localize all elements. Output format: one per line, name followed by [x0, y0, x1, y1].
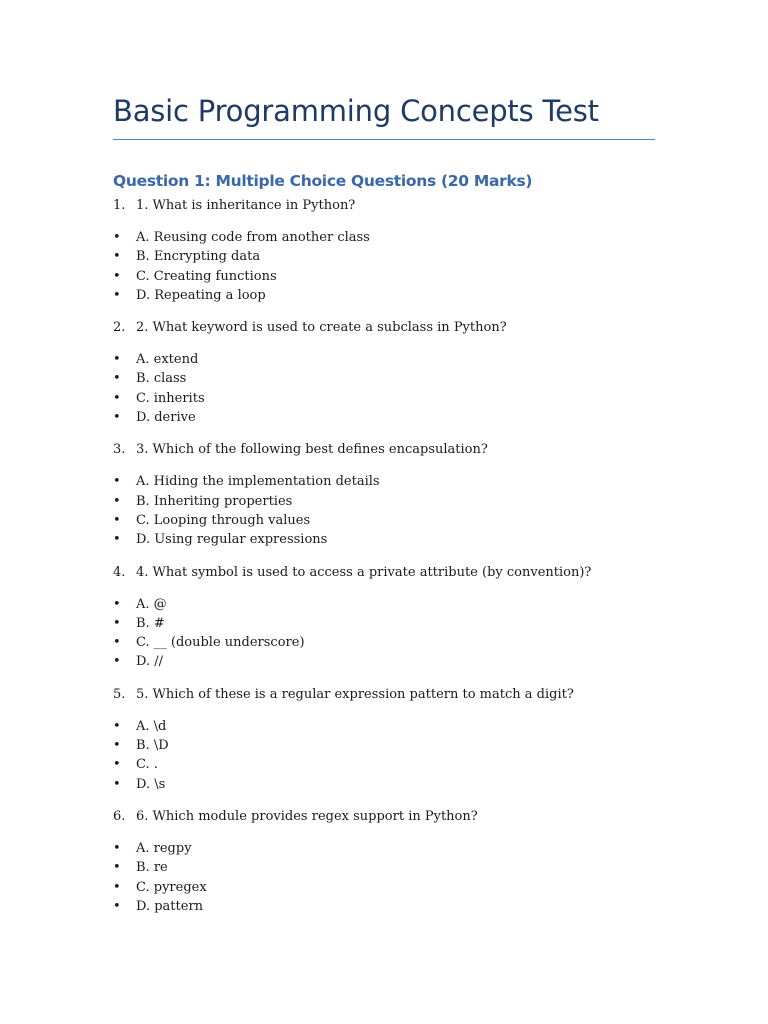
bullet-icon: •: [113, 898, 121, 914]
question-number: 3.: [113, 442, 126, 458]
option-text: C. Looping through values: [136, 512, 311, 528]
option-item: [113, 530, 673, 549]
bullet-icon: •: [113, 654, 121, 670]
option-text: C. Creating functions: [136, 268, 277, 284]
option-item: [113, 472, 673, 491]
option-item: [113, 228, 673, 247]
bullet-icon: •: [113, 860, 121, 876]
option-list: [113, 717, 673, 794]
option-text: A. Reusing code from another class: [136, 230, 370, 245]
bullet-icon: •: [113, 615, 121, 631]
question-line: [113, 318, 673, 337]
bullet-icon: •: [113, 371, 121, 387]
option-text: D. //: [136, 654, 163, 670]
option-item: [113, 775, 673, 794]
option-text: D. Repeating a loop: [136, 287, 266, 303]
option-item: [113, 897, 673, 916]
option-list: [113, 228, 673, 305]
question-line: [113, 440, 673, 459]
question-line: [113, 807, 673, 826]
option-item: [113, 755, 673, 774]
option-text: A. Hiding the implementation details: [136, 474, 380, 490]
option-item: [113, 247, 673, 266]
option-item: [113, 511, 673, 530]
question-number: 5.: [113, 686, 126, 702]
question-text: 4. What symbol is used to access a private attribute (by convention)?: [136, 564, 592, 580]
option-list: [113, 472, 673, 549]
question-line: [113, 685, 673, 704]
option-item: [113, 878, 673, 897]
option-text: B. Encrypting data: [136, 249, 261, 265]
option-item: [113, 858, 673, 877]
option-text: A. extend: [136, 352, 199, 368]
option-text: C. inherits: [136, 390, 205, 406]
bullet-icon: •: [113, 879, 121, 895]
question-text: 6. Which module provides regex support in Python?: [136, 808, 478, 824]
question-item: [113, 563, 673, 672]
bullet-icon: •: [113, 410, 121, 426]
option-text: B. class: [136, 371, 187, 387]
option-text: C. __ (double underscore): [136, 635, 305, 651]
option-item: [113, 717, 673, 736]
option-item: [113, 267, 673, 286]
option-text: A. @: [136, 596, 167, 612]
bullet-icon: •: [113, 738, 121, 754]
question-number: 6.: [113, 808, 126, 824]
option-item: [113, 595, 673, 614]
bullet-icon: •: [113, 635, 121, 651]
option-text: D. Using regular expressions: [136, 532, 328, 548]
option-item: [113, 652, 673, 671]
option-text: B. Inheriting properties: [136, 493, 293, 509]
option-item: [113, 350, 673, 369]
option-text: C. pyregex: [136, 879, 207, 895]
option-item: [113, 408, 673, 427]
bullet-icon: •: [113, 287, 121, 303]
question-number: 4.: [113, 564, 126, 580]
question-number: 2.: [113, 320, 126, 336]
bullet-icon: •: [113, 757, 121, 773]
question-item: [113, 196, 673, 305]
question-text: 5. Which of these is a regular expression pattern to match a digit?: [136, 686, 574, 702]
option-item: [113, 369, 673, 388]
bullet-icon: •: [113, 840, 121, 856]
option-item: [113, 286, 673, 305]
option-item: [113, 614, 673, 633]
question-text: 3. Which of the following best defines encapsulation?: [136, 442, 488, 458]
option-text: D. \s: [136, 776, 166, 792]
option-text: B. #: [136, 615, 165, 631]
question-line: [113, 196, 673, 215]
option-list: [113, 839, 673, 916]
question-text: 1. What is inheritance in Python?: [136, 198, 356, 213]
bullet-icon: •: [113, 230, 121, 245]
option-text: C. .: [136, 757, 158, 773]
bullet-icon: •: [113, 493, 121, 509]
bullet-icon: •: [113, 268, 121, 284]
bullet-icon: •: [113, 390, 121, 406]
bullet-icon: •: [113, 474, 121, 490]
option-item: [113, 839, 673, 858]
bullet-icon: •: [113, 776, 121, 792]
bullet-icon: •: [113, 532, 121, 548]
option-list: [113, 350, 673, 427]
bullet-icon: •: [113, 512, 121, 528]
question-item: [113, 807, 673, 916]
question-item: [113, 440, 673, 549]
bullet-icon: •: [113, 249, 121, 265]
document-title: Basic Programming Concepts Test: [113, 94, 599, 128]
option-item: [113, 633, 673, 652]
option-text: D. pattern: [136, 898, 204, 914]
question-item: [113, 318, 673, 427]
question-text: 2. What keyword is used to create a subclass in Python?: [136, 320, 507, 336]
option-item: [113, 736, 673, 755]
question-item: [113, 685, 673, 794]
option-text: B. \D: [136, 738, 169, 754]
option-text: A. \d: [136, 718, 167, 734]
bullet-icon: •: [113, 352, 121, 368]
title-underline: [113, 139, 655, 140]
question-line: [113, 563, 673, 582]
section-heading: Question 1: Multiple Choice Questions (20 Marks): [113, 172, 533, 190]
bullet-icon: •: [113, 718, 121, 734]
option-text: D. derive: [136, 410, 196, 426]
option-text: B. re: [136, 860, 168, 876]
option-item: [113, 492, 673, 511]
question-list: [113, 196, 673, 929]
option-item: [113, 389, 673, 408]
option-text: A. regpy: [136, 840, 192, 856]
bullet-icon: •: [113, 596, 121, 612]
question-number: 1.: [113, 198, 126, 213]
option-list: [113, 595, 673, 672]
